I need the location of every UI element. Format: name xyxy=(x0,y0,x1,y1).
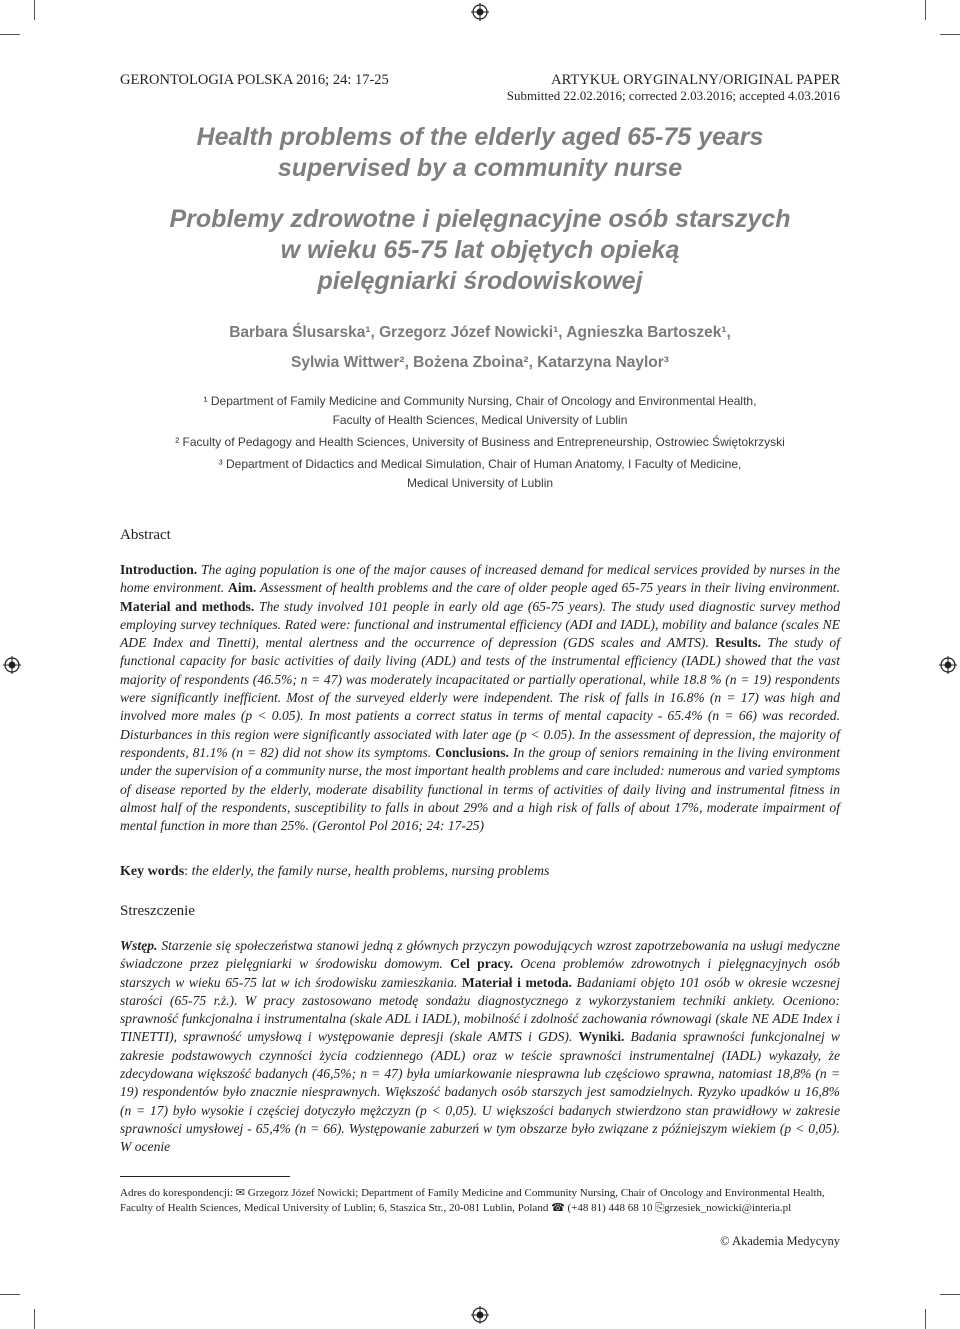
conclusions-text: In the group of seniors remaining in the living environment under the supervision of a community nurse, the most important health problems and care included: numerous and varied symptoms of disease reported by the elderly, moderate disability functional in terms of activities of daily living and instrumental fitness in almost half of the respondents, susceptibility to falls in about 29% and a high risk of falls of about 17%, moderate impairment of mental function in more than 25%. (Gerontol Pol 2016; 24: 17-25) xyxy=(120,744,841,834)
abstract-body xyxy=(120,561,840,835)
keywords-label: Key words xyxy=(120,864,185,879)
crop-mark xyxy=(940,1294,960,1295)
title-polish-line: pielęgniarki środowiskowej xyxy=(317,267,643,295)
crop-mark xyxy=(940,34,960,35)
cel-text: Ocena problemów zdrowotnych i pielęgnacyjnych osób starszych w wieku 65-75 lat w ich środowisku zamieszkania. xyxy=(120,956,840,990)
intro-label: Introduction. xyxy=(120,562,198,577)
authors-line: Sylwia Wittwer², Bożena Zboina², Katarzyna Naylor³ xyxy=(291,354,669,371)
wyniki-label: Wyniki. xyxy=(578,1029,625,1045)
affiliation-line: Medical University of Lublin xyxy=(406,476,554,490)
registration-mark-top xyxy=(471,3,489,21)
crop-mark xyxy=(0,1294,20,1295)
affiliation-2 xyxy=(120,433,840,452)
crop-mark xyxy=(34,0,35,20)
aim-label: Aim. xyxy=(228,580,257,596)
streszczenie-heading: Streszczenie xyxy=(120,903,195,919)
correspondence-email[interactable]: grzesiek_nowicki@interia.pl xyxy=(664,1201,792,1214)
correspondence-text: Grzegorz Józef Nowicki; Department of Family Medicine and Community Nursing, Chair of Oncology and Environmental Health, Faculty of Health Sciences, Medical University of Lublin; 6, Staszica Str., 20-081 Lublin, Poland xyxy=(120,1187,825,1214)
registration-mark-right xyxy=(939,656,957,674)
affiliations xyxy=(120,392,840,496)
affiliation-line: ² Faculty of Pedagogy and Health Sciences, University of Business and Entrepreneurship, Ostrowiec Świętokrzyski xyxy=(175,435,785,449)
affiliation-3 xyxy=(120,455,840,493)
title-polish-line: Problemy zdrowotne i pielęgnacyjne osób starszych xyxy=(169,205,791,233)
cel-label: Cel pracy. xyxy=(450,956,514,972)
streszczenie-body xyxy=(120,937,840,1157)
phone-icon: ☎ xyxy=(551,1201,565,1214)
wyniki-text: Badania sprawności funkcjonalnej w zakresie podstawowych czynności życia codziennego (ADL) oraz w teście sprawności instrumentalnej (IADL) wykazały, że zdecydowana większość badanych (46,5%; n = 47) była umiarkowanie niesprawna lub częściowo sprawna, natomiast 18,8% (n = 19) respondentów było znacznie niesprawnych. Większość badanych osób starszych jest samodzielnych. Ryzyko upadków u 16,8% (n = 17) było wysokie i częściej dotyczyło mężczyzn (p < 0,05). U większości badanych stwierdzono stan prawidłowy w zakresie sprawności umysłowej - 65,4% (n = 66). Występowanie zaburzeń w tym obszarze było związane z późniejszym wiekiem (p < 0,05). W ocenie xyxy=(120,1029,840,1155)
affiliation-1 xyxy=(120,392,840,430)
registration-mark-bottom xyxy=(471,1306,489,1324)
title-english-line: supervised by a community nurse xyxy=(277,154,683,182)
envelope-icon: ✉ xyxy=(235,1187,245,1199)
journal-citation: GERONTOLOGIA POLSKA 2016; 24: 17-25 xyxy=(120,72,389,88)
registration-mark-left xyxy=(3,656,21,674)
abstract-heading: Abstract xyxy=(120,527,171,543)
crop-mark xyxy=(34,1309,35,1329)
affiliation-line: ¹ Department of Family Medicine and Community Nursing, Chair of Oncology and Environmental Health, xyxy=(203,394,757,408)
keywords-separator: : xyxy=(184,864,192,879)
title-polish-line: w wieku 65-75 lat objętych opieką xyxy=(280,236,680,264)
crop-mark xyxy=(925,1309,926,1329)
intro-text: The aging population is one of the major causes of increased demand for medical services provided by nurses in the home environment. xyxy=(120,562,840,596)
article-meta xyxy=(507,72,840,104)
results-text: The study of functional capacity for basic activities of daily living (ADL) and tests of the instrumental efficiency (IADL) showed that the vast majority of respondents (46.5%; n = 47) was moderately incapacitated or partially operational, while 18.8 % (n = 19) respondents were significantly inefficient. Most of the surveyed elderly were independent. The risk of falls in 16.8% (n = 17) was high and involved more males (p < 0.05). In most patients a correct status in terms of mental capacity - 65.4% (n = 66) was recorded. Disturbances in this region were significantly associated with later age (p < 0.05). In the assessment of depression, the majority of respondents, 81.1% (n = 82) did not show its symptoms. xyxy=(120,635,840,760)
methods-text: The study involved 101 people in early old age (65-75 years). The study used diagnostic survey method employing survey techniques. Rated were: functional and instrumental efficiency (ADI and IADL), mobility and balance (scales NE ADE Index and Tinetti), mental alertness and the occurrence of depression (GDS scales and AMTS). xyxy=(120,598,840,651)
title-polish xyxy=(120,204,840,297)
crop-mark xyxy=(925,0,926,20)
title-english xyxy=(120,122,840,184)
methods-label: Material and methods. xyxy=(120,598,255,614)
metoda-label: Materiał i metoda. xyxy=(461,974,572,990)
affiliation-line: ³ Department of Didactics and Medical Simulation, Chair of Human Anatomy, I Faculty of Medicine, xyxy=(218,457,742,471)
correspondence-label: Adres do korespondencji: xyxy=(120,1187,234,1199)
keywords-text: the elderly, the family nurse, health problems, nursing problems xyxy=(191,864,550,879)
footnote-rule xyxy=(120,1176,290,1177)
crop-mark xyxy=(0,34,20,35)
metoda-text: Badaniami objęto 101 osób w okresie wczesnej starości (65-75 r.ż.). W pracy zastosowano metodę sondażu diagnostycznego z wykorzystaniem techniki ankiety. Oceniono: sprawność funkcjonalna i instrumentalna (skale ADL i IADL), mobilność i zdolność zachowania równowagi (skale NE ADE Index i TINETTI), sprawność umysłową i występowanie depresji (skale AMTS i GDS). xyxy=(120,974,840,1045)
author-list xyxy=(120,318,840,378)
keywords xyxy=(120,864,840,880)
aim-text: Assessment of health problems and the care of older people aged 65-75 years in their living environment. xyxy=(256,580,840,596)
authors-line: Barbara Ślusarska¹, Grzegorz Józef Nowicki¹, Agnieszka Bartoszek¹, xyxy=(229,324,731,341)
article-type: ARTYKUŁ ORYGINALNY/ORIGINAL PAPER xyxy=(551,72,840,88)
copyright: © Akademia Medycyny xyxy=(720,1234,840,1248)
correspondence-phone: (+48 81) 448 68 10 xyxy=(564,1201,656,1214)
affiliation-line: Faculty of Health Sciences, Medical University of Lublin xyxy=(332,413,628,427)
conclusions-label: Conclusions. xyxy=(435,744,509,760)
results-label: Results. xyxy=(715,635,761,651)
wstep-label: Wstęp. xyxy=(120,938,158,953)
wstep-text: Starzenie się społeczeństwa stanowi jedną z głównych przyczyn powodujących wzrost zapotrzebowania na usługi medyczne świadczone przez pielęgniarki w środowisku domowym. xyxy=(120,938,840,972)
correspondence xyxy=(120,1186,840,1215)
title-english-line: Health problems of the elderly aged 65-75 years xyxy=(196,123,764,151)
submission-dates: Submitted 22.02.2016; corrected 2.03.2016; accepted 4.03.2016 xyxy=(506,88,840,103)
computer-icon: ⎘ xyxy=(655,1201,665,1214)
